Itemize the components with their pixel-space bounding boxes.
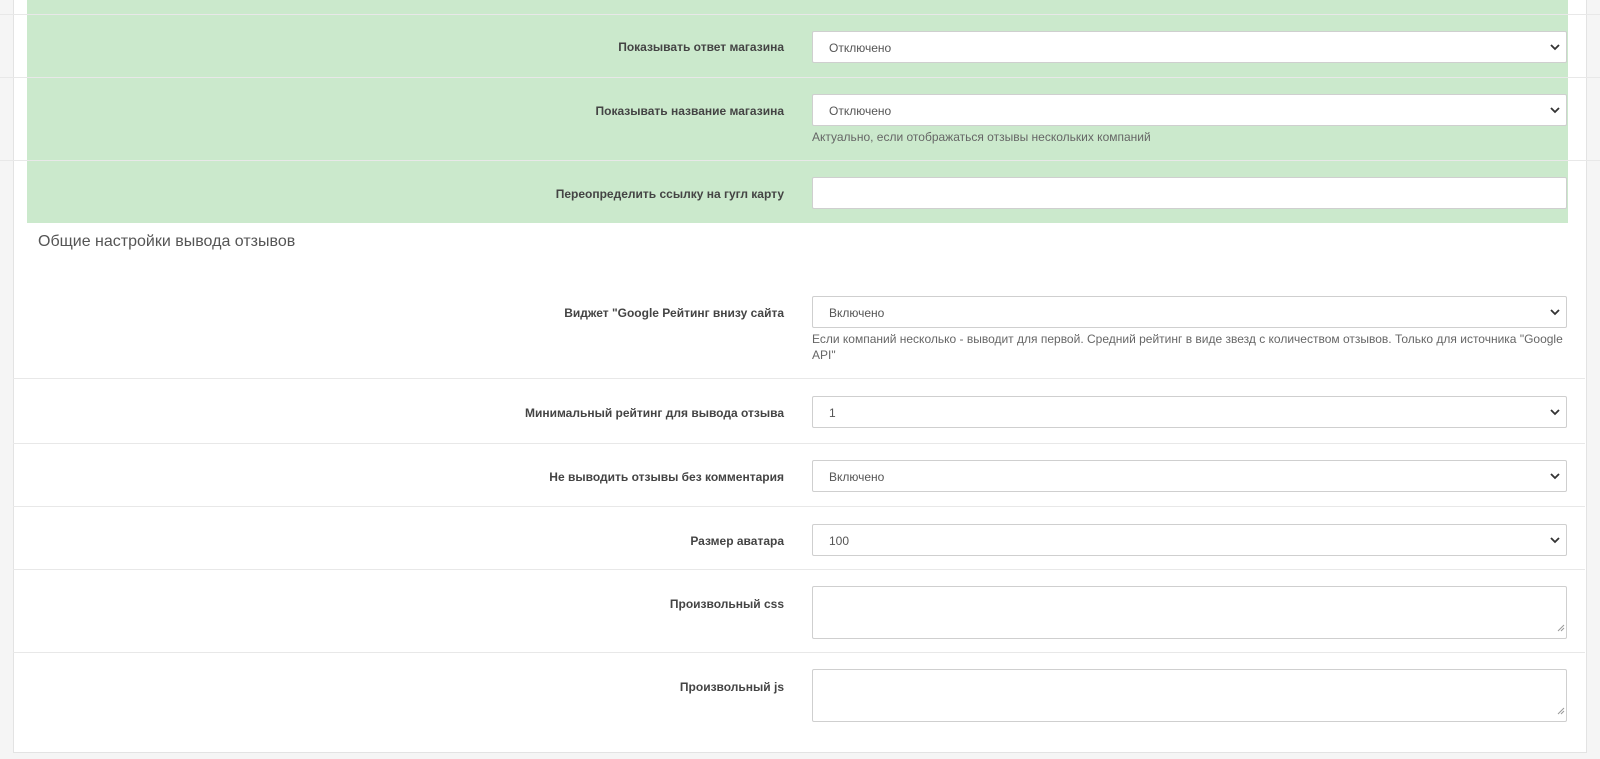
row-divider [13, 443, 1585, 444]
show-store-name-select[interactable] [812, 94, 1567, 126]
section-title: Общие настройки вывода отзывов [38, 233, 296, 250]
google-map-link-input[interactable] [812, 177, 1567, 209]
custom-css-textarea[interactable] [812, 586, 1567, 639]
chevron-down-icon [1550, 95, 1560, 125]
show-store-reply-value: Отключено [829, 41, 892, 55]
show-store-name-value: Отключено [829, 104, 892, 118]
custom-css-label: Произвольный css [669, 597, 784, 611]
show-store-reply-select[interactable] [812, 31, 1567, 63]
google-widget-help: Если компаний несколько - выводит для первой. Средний рейтинг в виде звезд с количеством отзывов. Только для источника "Google API" [812, 332, 1563, 362]
min-rating-select[interactable] [812, 396, 1567, 428]
show-store-name-help: Актуально, если отображаться отзывы нескольких компаний [812, 130, 1151, 144]
chevron-down-icon [1550, 32, 1560, 62]
chevron-down-icon [1550, 397, 1560, 427]
row-divider [13, 378, 1585, 379]
resize-grip-icon[interactable] [1556, 702, 1565, 720]
avatar-size-select[interactable] [812, 524, 1567, 556]
avatar-size-value: 100 [829, 534, 850, 548]
row-divider [0, 14, 1600, 15]
google-widget-value: Включено [829, 306, 885, 320]
custom-js-label: Произвольный js [679, 680, 784, 694]
row-divider [13, 506, 1585, 507]
google-map-link-label: Переопределить ссылку на гугл карту [555, 187, 784, 201]
min-rating-label: Минимальный рейтинг для вывода отзыва [524, 406, 784, 420]
min-rating-value: 1 [829, 406, 836, 420]
chevron-down-icon [1550, 461, 1560, 491]
custom-js-textarea[interactable] [812, 669, 1567, 722]
row-divider [0, 160, 1600, 161]
hide-without-comment-value: Включено [829, 470, 885, 484]
show-store-reply-label: Показывать ответ магазина [618, 40, 784, 54]
avatar-size-label: Размер аватара [690, 534, 784, 548]
row-divider [13, 569, 1585, 570]
hide-without-comment-select[interactable] [812, 460, 1567, 492]
row-divider [0, 77, 1600, 78]
chevron-down-icon [1550, 297, 1560, 327]
hide-without-comment-label: Не выводить отзывы без комментария [549, 470, 784, 484]
show-store-name-label: Показывать название магазина [595, 104, 784, 118]
chevron-down-icon [1550, 525, 1560, 555]
google-widget-select[interactable] [812, 296, 1567, 328]
row-divider [13, 652, 1585, 653]
google-widget-label: Виджет "Google Рейтинг внизу сайта [564, 306, 784, 320]
resize-grip-icon[interactable] [1556, 619, 1565, 637]
